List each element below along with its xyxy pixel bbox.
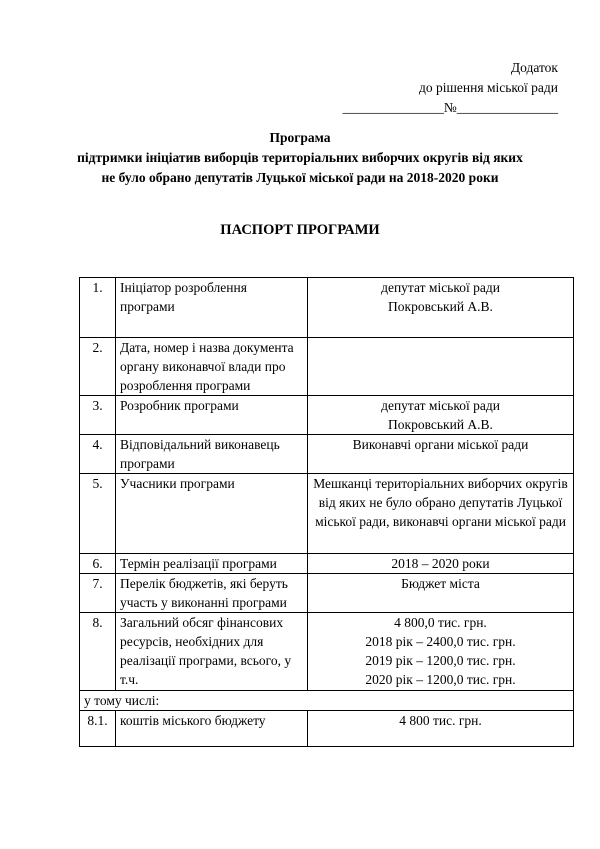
- table-row: [80, 474, 574, 554]
- program-title: [40, 128, 560, 188]
- row-label: Загальний обсяг фінансових ресурсів, необхідних для реалізації програми, всього, у т.ч.: [116, 613, 308, 691]
- row-value: [308, 338, 574, 396]
- passport-table: [79, 277, 574, 747]
- program-title-line2: підтримки ініціатив виборців територіальних виборчих округів від яких: [77, 150, 523, 165]
- passport-title: ПАСПОРТ ПРОГРАМИ: [220, 222, 380, 238]
- row-label: коштів міського бюджету: [116, 711, 308, 747]
- row-label: Дата, номер і назва документа органу виконавчої влади про розроблення програми: [116, 338, 308, 396]
- row-value-line: Мешканці територіальних виборчих округів від яких не було обрано депутатів Луцької міської ради, виконавчі органи міської ради: [313, 476, 568, 529]
- row-number: 7.: [80, 574, 116, 613]
- table-row: [80, 691, 574, 711]
- row-label: Перелік бюджетів, які беруть участь у виконанні програми: [116, 574, 308, 613]
- row-value: [308, 278, 574, 338]
- table-row: [80, 435, 574, 474]
- row-value-line: Бюджет міста: [401, 576, 480, 591]
- row-value-line: депутат міської ради: [381, 280, 500, 295]
- row-number: 8.1.: [80, 711, 116, 747]
- table-row: [80, 396, 574, 435]
- row-value-line: Виконавчі органи міської ради: [352, 437, 529, 452]
- row-value: [308, 474, 574, 554]
- appendix-label: Додаток: [510, 60, 558, 75]
- row-value-line: 2018 – 2020 роки: [391, 556, 490, 571]
- row-label: Учасники програми: [116, 474, 308, 554]
- row-value: [308, 613, 574, 691]
- row-value-line: депутат міської ради: [381, 398, 500, 413]
- row-value-line: 2020 рік – 1200,0 тис. грн.: [365, 672, 516, 687]
- program-title-line3: не було обрано депутатів Луцької міської ради на 2018-2020 роки: [101, 170, 499, 185]
- row-number: 4.: [80, 435, 116, 474]
- row-number: 5.: [80, 474, 116, 554]
- row-number: 2.: [80, 338, 116, 396]
- row-value: [308, 396, 574, 435]
- row-value: 4 800 тис. грн.: [308, 711, 574, 747]
- row-number: 3.: [80, 396, 116, 435]
- row-value: [308, 435, 574, 474]
- row-number: 1.: [80, 278, 116, 338]
- row-label: Розробник програми: [116, 396, 308, 435]
- row-value-line: 4 800,0 тис. грн.: [394, 615, 487, 630]
- table-row: [80, 338, 574, 396]
- subheader-cell: у тому числі:: [80, 691, 574, 711]
- row-label: Термін реалізації програми: [116, 554, 308, 574]
- row-label: Відповідальний виконавець програми: [116, 435, 308, 474]
- appendix-number-line: _______________№_______________: [342, 100, 558, 115]
- row-number: 6.: [80, 554, 116, 574]
- row-value-line: 2018 рік – 2400,0 тис. грн.: [365, 634, 516, 649]
- row-value: [308, 554, 574, 574]
- row-value-line: Покровський А.В.: [388, 417, 493, 432]
- row-value-line: 2019 рік – 1200,0 тис. грн.: [365, 653, 516, 668]
- table-row: [80, 278, 574, 338]
- table-row: [80, 554, 574, 574]
- passport-table-body: [80, 278, 574, 747]
- table-row: [80, 613, 574, 691]
- program-title-line1: Програма: [269, 130, 331, 145]
- appendix-header: [328, 58, 558, 118]
- table-row: [80, 711, 574, 747]
- appendix-decision: до рішення міської ради: [419, 80, 558, 95]
- table-row: [80, 574, 574, 613]
- row-value: [308, 574, 574, 613]
- row-value-line: Покровський А.В.: [388, 299, 493, 314]
- row-label: Ініціатор розроблення програми: [116, 278, 308, 338]
- row-number: 8.: [80, 613, 116, 691]
